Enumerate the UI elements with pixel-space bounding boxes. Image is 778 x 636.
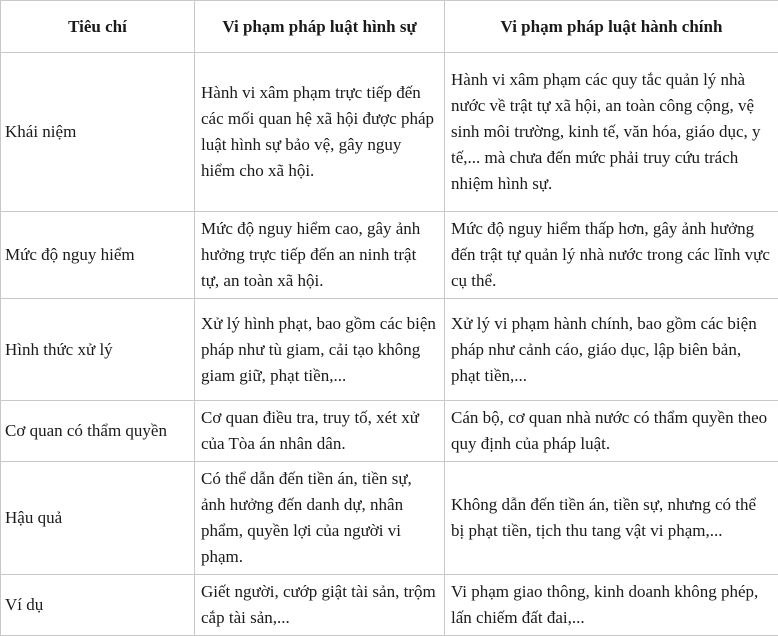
- administrative-cell: Vi phạm giao thông, kinh doanh không phép, lấn chiếm đất đai,...: [445, 575, 778, 636]
- criterion-cell: Ví dụ: [1, 575, 195, 636]
- administrative-cell: Xử lý vi phạm hành chính, bao gồm các biện pháp như cảnh cáo, giáo dục, lập biên bản, phạt tiền,...: [445, 299, 778, 401]
- administrative-cell: Cán bộ, cơ quan nhà nước có thẩm quyền theo quy định của pháp luật.: [445, 401, 778, 462]
- criterion-cell: Cơ quan có thẩm quyền: [1, 401, 195, 462]
- criminal-cell: Cơ quan điều tra, truy tố, xét xử của Tòa án nhân dân.: [195, 401, 445, 462]
- table-row: [1, 462, 778, 575]
- criterion-cell: Khái niệm: [1, 53, 195, 212]
- header-criterion: Tiêu chí: [1, 1, 195, 53]
- criminal-cell: Xử lý hình phạt, bao gồm các biện pháp như tù giam, cải tạo không giam giữ, phạt tiền,...: [195, 299, 445, 401]
- table-row: [1, 212, 778, 299]
- header-criminal: Vi phạm pháp luật hình sự: [195, 1, 445, 53]
- criterion-cell: Hình thức xử lý: [1, 299, 195, 401]
- table-row: [1, 401, 778, 462]
- administrative-cell: Không dẫn đến tiền án, tiền sự, nhưng có thể bị phạt tiền, tịch thu tang vật vi phạm,...: [445, 462, 778, 575]
- administrative-cell: Mức độ nguy hiểm thấp hơn, gây ảnh hưởng đến trật tự quản lý nhà nước trong các lĩnh vực cụ thể.: [445, 212, 778, 299]
- criminal-cell: Có thể dẫn đến tiền án, tiền sự, ảnh hưởng đến danh dự, nhân phẩm, quyền lợi của người vi phạm.: [195, 462, 445, 575]
- table-row: [1, 299, 778, 401]
- criminal-cell: Giết người, cướp giật tài sản, trộm cắp tài sản,...: [195, 575, 445, 636]
- table-row: [1, 53, 778, 212]
- criterion-cell: Hậu quả: [1, 462, 195, 575]
- header-administrative: Vi phạm pháp luật hành chính: [445, 1, 778, 53]
- header-row: [1, 1, 778, 53]
- administrative-cell: Hành vi xâm phạm các quy tắc quản lý nhà nước về trật tự xã hội, an toàn công cộng, vệ sinh môi trường, kinh tế, văn hóa, giáo dục, y tế,... mà chưa đến mức phải truy cứu trách nhiệm hình sự.: [445, 53, 778, 212]
- table-row: [1, 575, 778, 636]
- criterion-cell: Mức độ nguy hiểm: [1, 212, 195, 299]
- criminal-cell: Hành vi xâm phạm trực tiếp đến các mối quan hệ xã hội được pháp luật hình sự bảo vệ, gây nguy hiểm cho xã hội.: [195, 53, 445, 212]
- criminal-cell: Mức độ nguy hiểm cao, gây ảnh hưởng trực tiếp đến an ninh trật tự, an toàn xã hội.: [195, 212, 445, 299]
